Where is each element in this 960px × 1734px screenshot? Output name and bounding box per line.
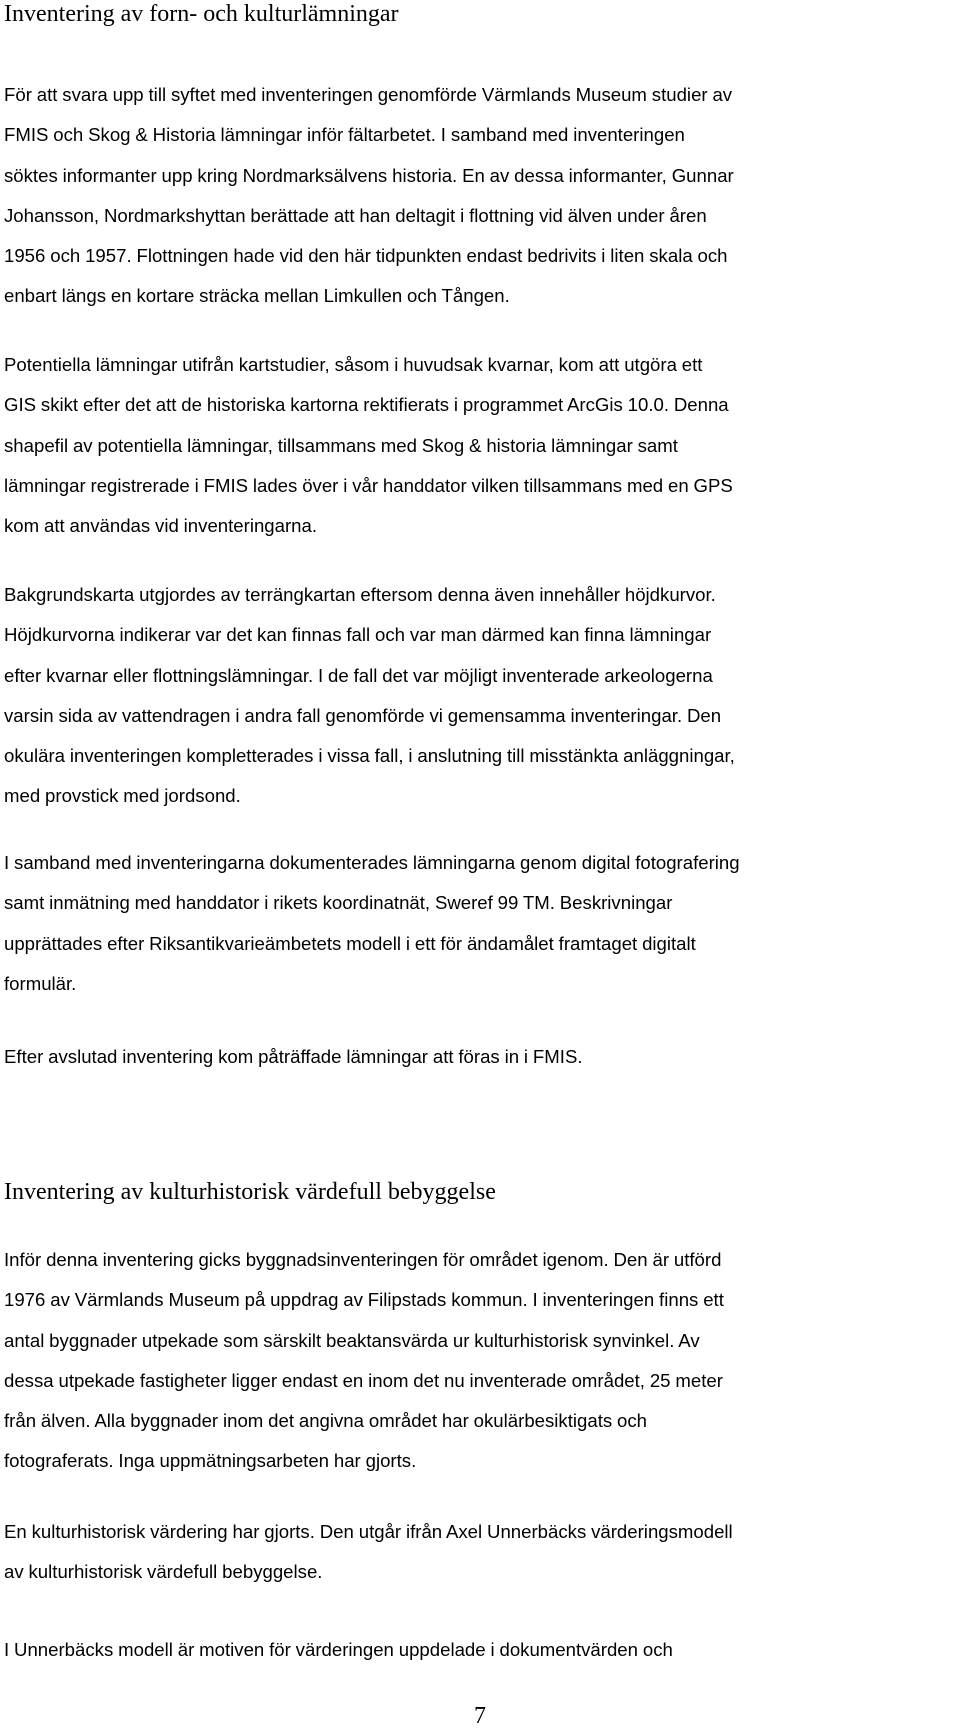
text-line: formulär. (4, 972, 77, 994)
text-line: antal byggnader utpekade som särskilt beaktansvärda ur kulturhistorisk synvinkel. Av (4, 1329, 700, 1351)
text-line: shapefil av potentiella lämningar, tillsammans med Skog & historia lämningar samt (4, 434, 678, 456)
text-line: För att svara upp till syftet med inventeringen genomförde Värmlands Museum studier av (4, 84, 733, 105)
text-line: från älven. Alla byggnader inom det angivna området har okulärbesiktigats och (4, 1410, 648, 1432)
text-line: Bakgrundskarta utgjordes av terrängkartan eftersom denna även innehåller höjdkurvor. (4, 584, 716, 605)
page-number: 7 (474, 1703, 486, 1729)
text-line: fotograferats. Inga uppmätningsarbeten har gjorts. (4, 1450, 417, 1472)
text-line: upprättades efter Riksantikvarieämbetets modell i ett för ändamålet framtaget digitalt (4, 932, 696, 954)
text-line: Inför denna inventering gicks byggnadsinventeringen för området igenom. Den är utförd (4, 1249, 722, 1270)
text-line: av kulturhistorisk värdefull bebyggelse. (4, 1561, 323, 1583)
text-line: Efter avslutad inventering kom påträffade lämningar att föras in i FMIS. (4, 1046, 583, 1067)
text-line: I Unnerbäcks modell är motiven för värderingen uppdelade i dokumentvärden och (4, 1639, 673, 1660)
text-line: efter kvarnar eller flottningslämningar. I de fall det var möjligt inventerade arkeologerna (4, 664, 713, 686)
paragraph (4, 1630, 958, 1670)
text-line: lämningar registrerade i FMIS lades över i vår handdator vilken tillsammans med en GPS (4, 474, 733, 496)
text-line: Potentiella lämningar utifrån kartstudier, såsom i huvudsak kvarnar, kom att utgöra ett (4, 354, 703, 375)
paragraph (4, 1512, 958, 1593)
text-line: GIS skikt efter det att de historiska kartorna rektifierats i programmet ArcGis 10.0. Denna (4, 394, 729, 416)
text-line: okulära inventeringen kompletterades i vissa fall, i anslutning till misstänkta anläggningar, (4, 745, 735, 767)
text-line: med provstick med jordsond. (4, 785, 241, 807)
text-line: varsin sida av vattendragen i andra fall genomförde vi gemensamma inventeringar. Den (4, 704, 722, 726)
text-line: FMIS och Skog & Historia lämningar inför fältarbetet. I samband med inventeringen (4, 124, 685, 146)
text-line: 1956 och 1957. Flottningen hade vid den här tidpunkten endast bedrivits i liten skala och (4, 245, 728, 267)
paragraph (4, 843, 958, 1004)
paragraph (4, 75, 958, 317)
text-line: Johansson, Nordmarkshyttan berättade att han deltagit i flottning vid älven under åren (4, 204, 707, 226)
text-line: kom att användas vid inventeringarna. (4, 515, 318, 537)
paragraph (4, 345, 958, 546)
text-line: söktes informanter upp kring Nordmarksälvens historia. En av dessa informanter, Gunnar (4, 164, 734, 186)
text-line: dessa utpekade fastigheter ligger endast en inom det nu inventerade området, 25 meter (4, 1369, 723, 1391)
text-line: I samband med inventeringarna dokumenterades lämningarna genom digital fotografering (4, 852, 740, 873)
section-heading-bebyggelse: Inventering av kulturhistorisk värdefull bebyggelse (4, 1179, 496, 1205)
paragraph (4, 1240, 958, 1482)
text-line: 1976 av Värmlands Museum på uppdrag av Filipstads kommun. I inventeringen finns ett (4, 1289, 724, 1311)
text-line: En kulturhistorisk värdering har gjorts. Den utgår ifrån Axel Unnerbäcks värderingsmodell (4, 1521, 733, 1542)
text-line: Höjdkurvorna indikerar var det kan finnas fall och var man därmed kan finna lämningar (4, 624, 712, 646)
paragraph (4, 575, 958, 817)
text-line: enbart längs en kortare sträcka mellan Limkullen och Tången. (4, 285, 510, 307)
paragraph (4, 1037, 958, 1077)
text-line: samt inmätning med handdator i rikets koordinatnät, Sweref 99 TM. Beskrivningar (4, 892, 673, 914)
section-heading-fornlamningar: Inventering av forn- och kulturlämningar (4, 1, 399, 27)
